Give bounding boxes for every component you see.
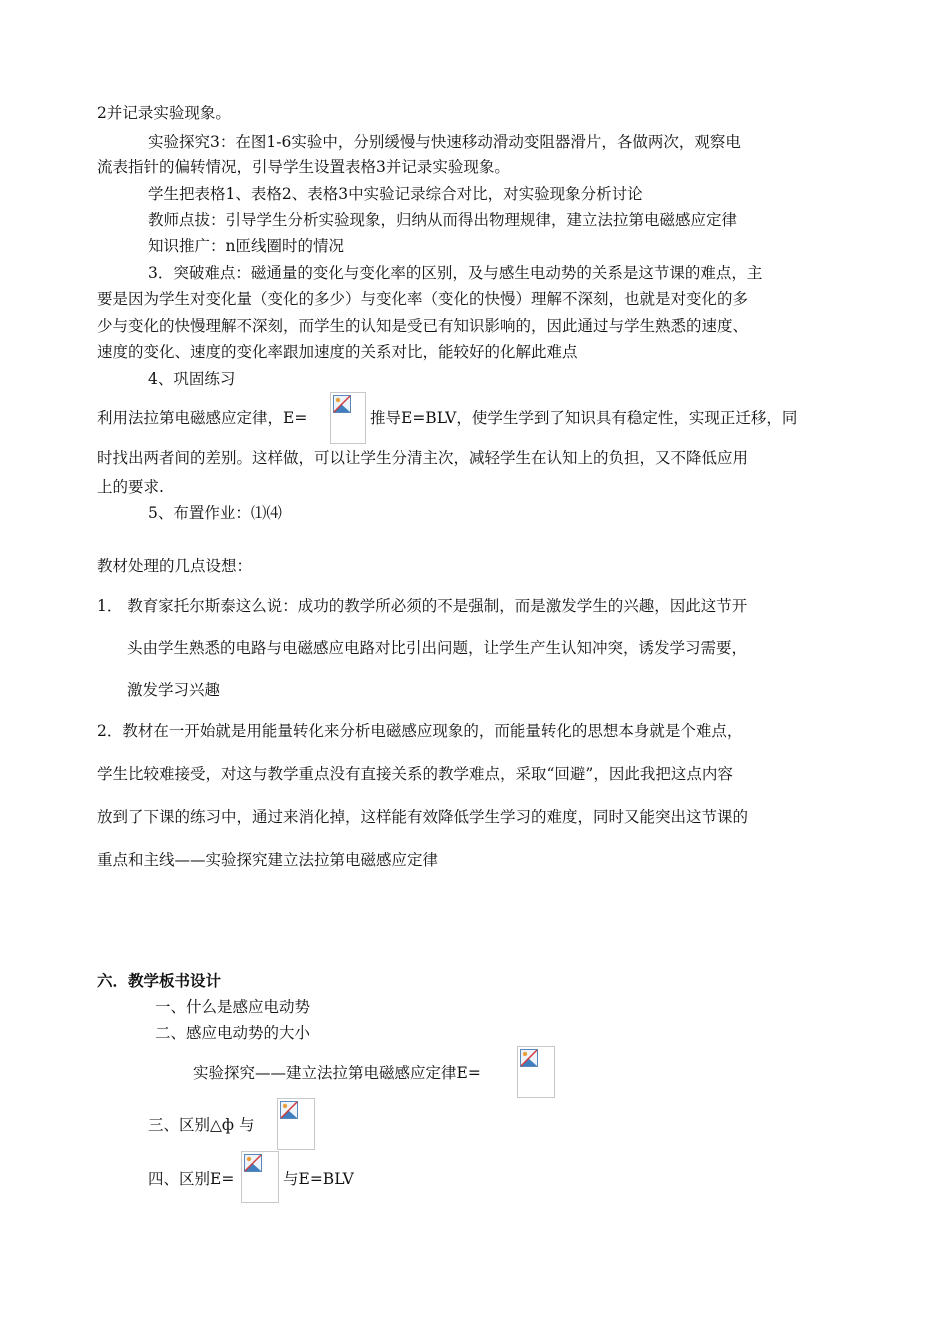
list-item: 四、区别E= [148, 1170, 235, 1188]
list-item: 二、感应电动势的大小 [155, 1024, 311, 1042]
text-line: 教师点拔：引导学生分析实验现象，归纳从而得出物理规律，建立法拉第电磁感应定律 [148, 211, 738, 229]
text-line: 知识推广：n匝线圈时的情况 [148, 237, 344, 255]
text-line: 少与变化的快慢理解不深刻，而学生的认知是受已有知识影响的，因此通过与学生熟悉的速度、 [97, 317, 749, 335]
section-heading: 教材处理的几点设想： [97, 557, 253, 575]
text-line: 4、巩固练习 [148, 370, 236, 388]
list-item: 与E=BLV [283, 1170, 354, 1188]
broken-image-icon [517, 1046, 555, 1098]
text-line: 学生把表格1、表格2、表格3中实验记录综合对比，对实验现象分析讨论 [148, 185, 643, 203]
text-line: 头由学生熟悉的电路与电磁感应电路对比引出问题，让学生产生认知冲突，诱发学习需要， [127, 639, 748, 657]
text-line: 流表指针的偏转情况，引导学生设置表格3并记录实验现象。 [97, 158, 510, 176]
text-line: 1． 教育家托尔斯泰这么说：成功的教学所必须的不是强制，而是激发学生的兴趣，因此这节开 [97, 597, 748, 615]
text-line: 5、布置作业：⑴⑷ [148, 504, 282, 522]
text-line: 学生比较难接受，对这与教学重点没有直接关系的教学难点，采取“回避”，因此我把这点内容 [97, 765, 733, 783]
text-line: 要是因为学生对变化量（变化的多少）与变化率（变化的快慢）理解不深刻，也就是对变化的多 [97, 290, 749, 308]
list-item: 实验探究——建立法拉第电磁感应定律E= [193, 1064, 481, 1082]
formula-image [330, 392, 366, 444]
text-line: 推导E=BLV，使学生学到了知识具有稳定性，实现正迁移，同 [370, 409, 798, 427]
section-heading: 六．教学板书设计 [97, 971, 222, 990]
text-line: 时找出两者间的差别。这样做，可以让学生分清主次，减轻学生在认知上的负担，又不降低应用 [97, 449, 749, 467]
list-item: 一、什么是感应电动势 [155, 998, 311, 1016]
text-line: 放到了下课的练习中，通过来消化掉，这样能有效降低学生学习的难度，同时又能突出这节课的 [97, 808, 749, 826]
text-line: 2并记录实验现象。 [97, 104, 231, 122]
text-line: 实验探究3：在图1-6实验中，分别缓慢与快速移动滑动变阻器滑片，各做两次，观察电 [148, 133, 741, 151]
text-line: 速度的变化、速度的变化率跟加速度的关系对比，能较好的化解此难点 [97, 343, 578, 361]
text-line: 2．教材在一开始就是用能量转化来分析电磁感应现象的，而能量转化的思想本身就是个难点， [97, 722, 743, 740]
text-line: 激发学习兴趣 [127, 681, 221, 699]
formula-image [517, 1046, 555, 1098]
broken-image-icon [330, 392, 366, 444]
text-line: 利用法拉第电磁感应定律，E= [97, 409, 308, 427]
formula-image [241, 1151, 279, 1203]
list-item: 三、区别△ф 与 [148, 1116, 255, 1134]
broken-image-icon [241, 1151, 279, 1203]
broken-image-icon [277, 1098, 315, 1150]
text-line: 3．突破难点：磁通量的变化与变化率的区别，及与感生电动势的关系是这节课的难点，主 [148, 264, 763, 282]
formula-image [277, 1098, 315, 1150]
text-line: 重点和主线——实验探究建立法拉第电磁感应定律 [97, 851, 439, 869]
text-line: 上的要求. [97, 478, 164, 496]
